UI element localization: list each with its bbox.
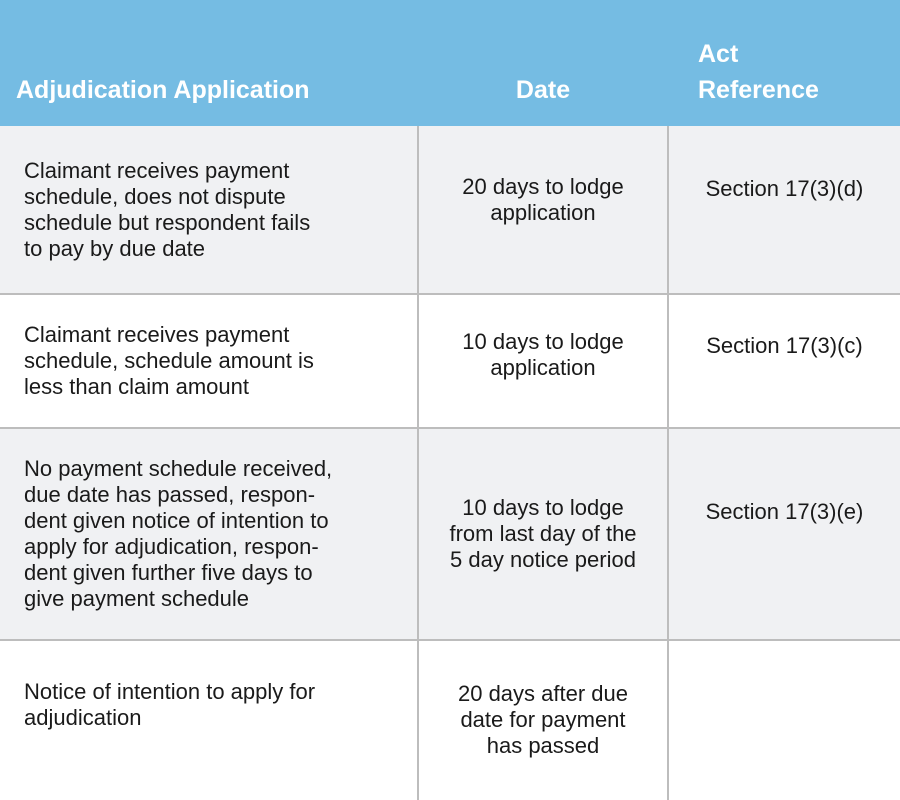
act-cell: Section 17(3)(c) xyxy=(668,294,900,428)
header-application xyxy=(0,0,418,126)
act-cell xyxy=(668,640,900,800)
act-cell: Section 17(3)(d) xyxy=(668,126,900,294)
table-row xyxy=(0,294,900,428)
table-row xyxy=(0,428,900,640)
application-cell: Claimant receives payment schedule, does not dispute schedule but respondent fails to pay by due date xyxy=(0,126,418,294)
header-date-label: Date xyxy=(515,76,571,104)
table-row xyxy=(0,640,900,800)
date-cell: 20 days to lodge application xyxy=(418,126,668,294)
date-cell: 20 days after due date for payment has passed xyxy=(418,640,668,800)
header-act-label: Act Reference xyxy=(698,40,819,104)
header-act-reference xyxy=(668,0,900,126)
application-cell: No payment schedule received, due date has passed, respon- dent given notice of intention to apply for adjudication, respon- dent given further five days to give payment schedule xyxy=(0,428,418,640)
table-row xyxy=(0,126,900,294)
application-cell: Notice of intention to apply for adjudication xyxy=(0,640,418,800)
application-cell: Claimant receives payment schedule, schedule amount is less than claim amount xyxy=(0,294,418,428)
header-date xyxy=(418,0,668,126)
date-cell: 10 days to lodge application xyxy=(418,294,668,428)
header-row xyxy=(0,0,900,126)
act-cell: Section 17(3)(e) xyxy=(668,428,900,640)
date-cell: 10 days to lodge from last day of the 5 day notice period xyxy=(418,428,668,640)
header-application-label: Adjudication Application xyxy=(16,76,310,104)
